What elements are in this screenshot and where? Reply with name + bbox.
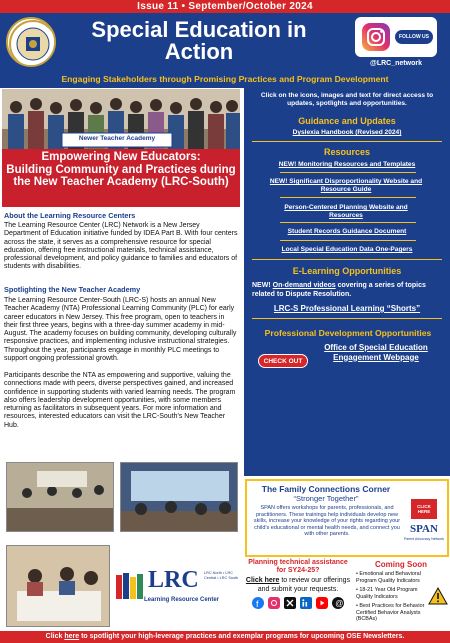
classroom-photo-2[interactable] <box>120 462 238 532</box>
divider <box>252 141 442 142</box>
workshop-photo[interactable] <box>6 545 110 627</box>
spotlight-para2: Participants describe the NTA as empowering and supportive, valuing the connections made with peers, diverse perspectives gained, and increased confidence in supporting students with varied learning needs. The program also offers leadership development opportunities, with some members returning as facilitators in subsequent years. For more information and resources, interested educators can visit the LRC-South's New Teacher Hub. <box>4 372 236 429</box>
resource-link-person-centered[interactable]: Person-Centered Planning Website and Resources <box>284 204 408 219</box>
divider <box>280 240 416 241</box>
family-subtitle: “Stronger Together” <box>293 494 359 503</box>
span-logo[interactable]: SPAN <box>410 523 438 535</box>
footer-bar <box>0 631 450 643</box>
resource-link-data-one-pagers[interactable]: Local Special Education Data One-Pagers <box>281 246 413 253</box>
right-intro: Click on the icons, images and text for direct access to updates, spotlights and opportunities. <box>260 92 434 107</box>
nj-seal-icon <box>6 17 56 67</box>
divider <box>252 259 442 260</box>
elearning-rest: covering a series of topics related to Dispute Resolution. <box>252 282 426 298</box>
resource-link-disproportionality[interactable]: NEW! Significant Disproportionality Website and Resource Guide <box>269 178 423 193</box>
coming-item: • Best Practices for Behavior Certified Behavior Analysts (BCBAs) <box>356 603 425 622</box>
divider <box>280 222 416 223</box>
pd-heading <box>248 328 448 338</box>
tech-heading: Planning technical assistance for SY24-25? <box>248 559 348 575</box>
about-body: The Learning Resource Center (LRC) Network is a New Jersey Department of Education initiative funded by IDEA Part B. With four centers across the state, it serves as a comprehensive resource for special education, offering free instructional materials, technical assistance, professional development, and policy guidance to families and educators of students with disabilities. <box>4 222 238 271</box>
lrc-logo-side: LRC North • LRC Central • LRC South <box>204 571 239 580</box>
guidance-heading: Guidance and Updates <box>298 116 396 126</box>
warning-icon <box>428 587 448 605</box>
issue-bar: Issue 11 • September/October 2024 <box>0 0 450 13</box>
facebook-icon[interactable] <box>252 597 264 609</box>
check-out-button[interactable]: CHECK OUT <box>258 354 308 368</box>
spotlight-para1: The Learning Resource Center-South (LRC-S) hosts an annual New Teacher Academy (NTA) Professional Learning Community (PLC) for early career educators in New Jersey. This free program, open to teachers in their first three years, begins with a three-day summer academy in mid-August. The academy focuses on building community, developing culturally responsive practices, and implementing inclusive instructional strategies. Throughout the year, participants engage in monthly PLC meetings to support ongoing professional growth. <box>4 297 237 363</box>
instagram-small-icon[interactable] <box>268 597 280 609</box>
feature-title-line2: Building Community and Practices during the New Teacher Academy (LRC-South) <box>6 164 236 188</box>
coming-item-text: Best Practices for Behavior Certified Behavior Analysts (BCBAs) <box>356 603 425 622</box>
resources-heading: Resources <box>323 147 371 157</box>
svg-text:f: f <box>256 598 259 609</box>
footer-here-link[interactable]: here <box>64 633 80 640</box>
divider <box>280 172 416 173</box>
feature-headline-box <box>2 149 240 207</box>
coming-list <box>356 571 426 623</box>
shorts-link[interactable]: LRC-S Professional Learning “Shorts” <box>273 304 421 313</box>
divider <box>252 318 442 319</box>
svg-text:@: @ <box>335 598 344 608</box>
coming-item-text: 18-21 Year Old Program Quality Indicators <box>356 587 418 600</box>
elearning-heading: E-Learning Opportunities <box>292 266 402 276</box>
instagram-icon[interactable] <box>361 22 391 52</box>
linkedin-icon[interactable] <box>300 597 312 609</box>
click-here-button[interactable]: CLICK HERE <box>411 499 437 519</box>
about-heading: About the Learning Resource Centers <box>4 211 136 220</box>
coming-soon-box <box>352 559 450 629</box>
family-connections-box <box>245 479 449 557</box>
tech-assistance-box <box>243 559 353 629</box>
lrc-logo[interactable] <box>114 567 242 617</box>
on-demand-videos-link[interactable]: On-demand videos <box>272 282 336 289</box>
tech-rest: to review our offerings and submit your requests. <box>257 577 351 593</box>
books-icon <box>114 571 146 601</box>
coming-item: • Emotional and Behavioral Program Quality Indicators <box>356 571 421 584</box>
feature-title-line1: Empowering New Educators: <box>41 151 201 163</box>
resource-link-monitoring[interactable]: NEW! Monitoring Resources and Templates <box>278 161 416 168</box>
span-caption: Parent Advocacy Network <box>403 537 445 541</box>
footer-rest: to spotlight your high-leverage practices and exemplar programs for upcoming OSE Newsletters. <box>81 633 405 640</box>
newsletter-title: Special Education in Action <box>91 17 307 64</box>
elearning-new: NEW! <box>252 282 271 289</box>
social-handle[interactable]: @LRC_network <box>370 60 422 67</box>
youtube-icon[interactable] <box>316 597 328 609</box>
coming-heading: Coming Soon <box>375 560 427 569</box>
footer-click: Click <box>45 633 63 640</box>
elearning-text <box>252 282 444 299</box>
dyslexia-handbook-link[interactable]: Dyslexia Handbook (Revised 2024) <box>292 129 402 136</box>
follow-us-button[interactable]: FOLLOW US <box>395 30 433 44</box>
photo-banner-text: Newer Teacher Academy <box>78 135 156 142</box>
family-title: The Family Connections Corner <box>261 484 391 494</box>
classroom-photo-1[interactable] <box>6 462 114 532</box>
tagline: Engaging Stakeholders through Promising Practices and Program Development <box>0 71 450 88</box>
tech-click-here-link[interactable]: Click here <box>245 577 280 585</box>
lrc-logo-letters: LRC <box>148 567 199 593</box>
lrc-logo-caption: Learning Resource Center <box>144 597 220 603</box>
resource-link-student-records[interactable]: Student Records Guidance Document <box>287 228 407 235</box>
threads-icon[interactable] <box>332 597 344 609</box>
x-icon[interactable] <box>284 597 296 609</box>
spotlight-heading: Spotlighting the New Teacher Academy <box>4 285 141 294</box>
coming-item: • 18-21 Year Old Program Quality Indicators <box>356 587 418 600</box>
social-follow-box[interactable] <box>355 17 437 57</box>
masthead <box>0 13 450 71</box>
coming-item-text: Emotional and Behavioral Program Quality Indicators <box>356 571 421 584</box>
divider <box>280 197 416 198</box>
family-body: SPAN offers workshops for parents, professionals, and practitioners. These trainings help individuals develop new skills, increase your knowledge of your rights regarding your child's educational or mental health needs, and connect you with other parents. <box>253 505 401 537</box>
pd-heading-text: Professional Development Opportunities <box>264 328 432 338</box>
ose-engagement-link[interactable]: Office of Special Education Engagement Webpage <box>324 343 428 362</box>
